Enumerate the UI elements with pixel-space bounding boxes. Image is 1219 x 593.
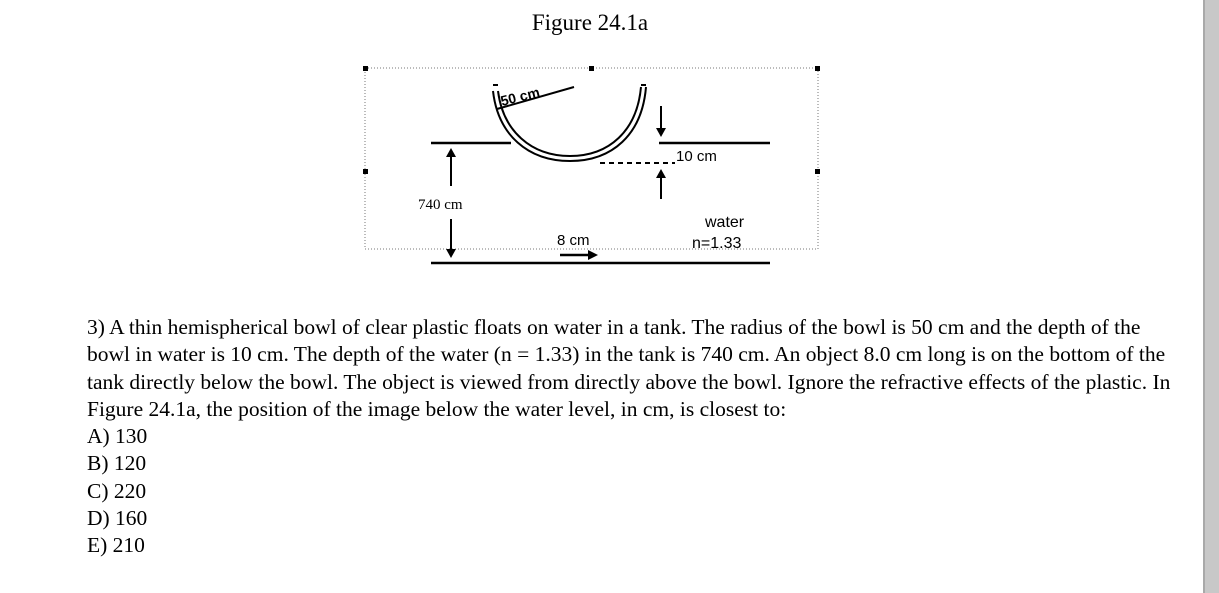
depth-arrowhead-up — [656, 169, 666, 178]
medium-name-label: water — [705, 214, 745, 231]
choice-e: E) 210 — [87, 533, 145, 558]
selection-handle[interactable] — [363, 66, 368, 71]
figure-diagram — [0, 0, 1200, 300]
medium-index-label: n=1.33 — [692, 235, 742, 252]
choice-b: B) 120 — [87, 451, 147, 476]
answer-choices — [87, 423, 1187, 559]
bowl-radius-label: 50 cm — [498, 83, 542, 109]
selection-handle[interactable] — [363, 169, 368, 174]
object-length-label: 8 cm — [557, 232, 590, 249]
tank-depth-arrowhead-up — [446, 148, 456, 157]
choice-d: D) 160 — [87, 506, 148, 531]
choice-c: C) 220 — [87, 478, 147, 503]
vertical-scrollbar[interactable] — [1203, 0, 1219, 593]
selection-handle[interactable] — [815, 66, 820, 71]
selection-handle[interactable] — [815, 169, 820, 174]
bowl-depth-label: 10 cm — [676, 148, 717, 165]
tank-depth-label: 740 cm — [418, 197, 463, 213]
object-arrowhead — [588, 250, 598, 260]
question-block — [87, 314, 1187, 560]
question-text: 3) A thin hemispherical bowl of clear plastic floats on water in a tank. The radius of the bowl is 50 cm and the depth of the bowl in water is 10 cm. The depth of the water (n = 1.33) in the tank is 740 cm. An object 8.0 cm long is on the bottom of the tank directly below the bowl. The object is viewed from directly above the bowl. Ignore the refractive effects of the plastic. In Figure 24.1a, the position of the image below the water level, in cm, is closest to: — [87, 315, 1171, 421]
tank-depth-arrowhead-down — [446, 249, 456, 258]
figure-title: Figure 24.1a — [531, 10, 649, 35]
depth-arrowhead-down — [656, 128, 666, 137]
choice-a: A) 130 — [87, 424, 148, 449]
selection-handle[interactable] — [589, 66, 594, 71]
